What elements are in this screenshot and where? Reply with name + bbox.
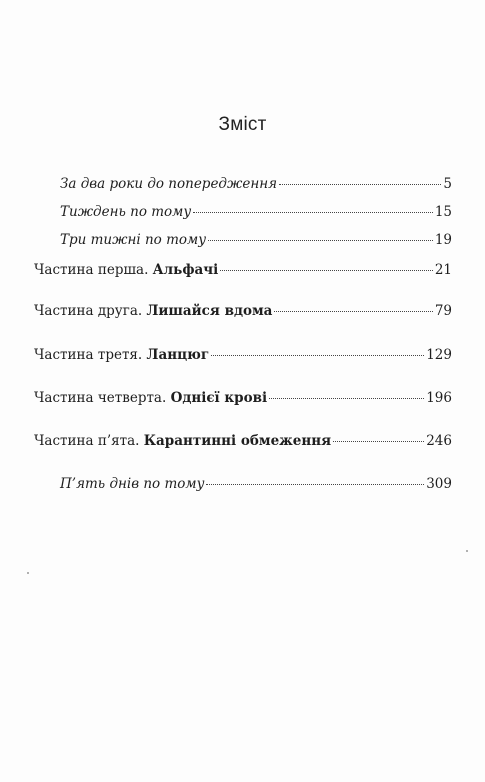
- toc-entry-part-4: [34, 389, 452, 407]
- toc-entry-part-1: [34, 261, 452, 279]
- toc-title: Зміст: [218, 114, 267, 135]
- toc-entry-page: 309: [426, 476, 452, 492]
- dot-leader: [206, 484, 424, 485]
- paper-speck: [466, 550, 468, 552]
- toc-entry-page: 79: [434, 303, 452, 319]
- dot-leader: [279, 184, 441, 185]
- toc-entry-three-weeks-later: [60, 231, 452, 249]
- toc-entry-label: За два роки до попередження: [60, 176, 278, 192]
- toc-entry-part-label: Частина п’ята.: [34, 433, 144, 449]
- toc-entry-part-title: Лишайся вдома: [146, 303, 273, 319]
- toc-entry-page: 15: [434, 204, 452, 220]
- dot-leader: [269, 398, 424, 399]
- toc-entry-page: 246: [426, 433, 452, 449]
- toc-entry-page: 21: [434, 262, 452, 278]
- toc-entry-part-title: Альфачі: [152, 262, 219, 278]
- toc-entry-part-title: Однієї крові: [170, 390, 268, 406]
- toc-entry-part-label: Частина друга.: [34, 303, 147, 319]
- dot-leader: [333, 441, 424, 442]
- toc-entry-label: П’ять днів по тому: [60, 476, 205, 492]
- toc-entry-part-label: Частина третя.: [34, 347, 147, 363]
- dot-leader: [208, 240, 433, 241]
- toc-entry-part-title: Ланцюг: [146, 347, 210, 363]
- toc-entry-part-title: Карантинні обмеження: [143, 433, 332, 449]
- paper-speck: [27, 572, 29, 574]
- toc-entry-prologue: [60, 175, 452, 193]
- toc-entry-page: 5: [443, 176, 452, 192]
- toc-entry-part-label: Частина перша.: [34, 262, 153, 278]
- dot-leader: [274, 311, 432, 312]
- dot-leader: [193, 212, 433, 213]
- toc-entry-week-later: [60, 203, 452, 221]
- toc-entry-part-2: [34, 302, 452, 320]
- toc-entry-page: 129: [426, 347, 452, 363]
- toc-entry-label: Тиждень по тому: [60, 204, 192, 220]
- toc-entry-page: 196: [426, 390, 452, 406]
- toc-entry-part-label: Частина четверта.: [34, 390, 171, 406]
- toc-entry-page: 19: [434, 232, 452, 248]
- toc-entry-part-5: [34, 432, 452, 450]
- toc-entry-epilogue: [60, 475, 452, 493]
- toc-entry-label: Три тижні по тому: [60, 232, 207, 248]
- dot-leader: [220, 270, 433, 271]
- toc-entry-part-3: [34, 346, 452, 364]
- dot-leader: [211, 355, 424, 356]
